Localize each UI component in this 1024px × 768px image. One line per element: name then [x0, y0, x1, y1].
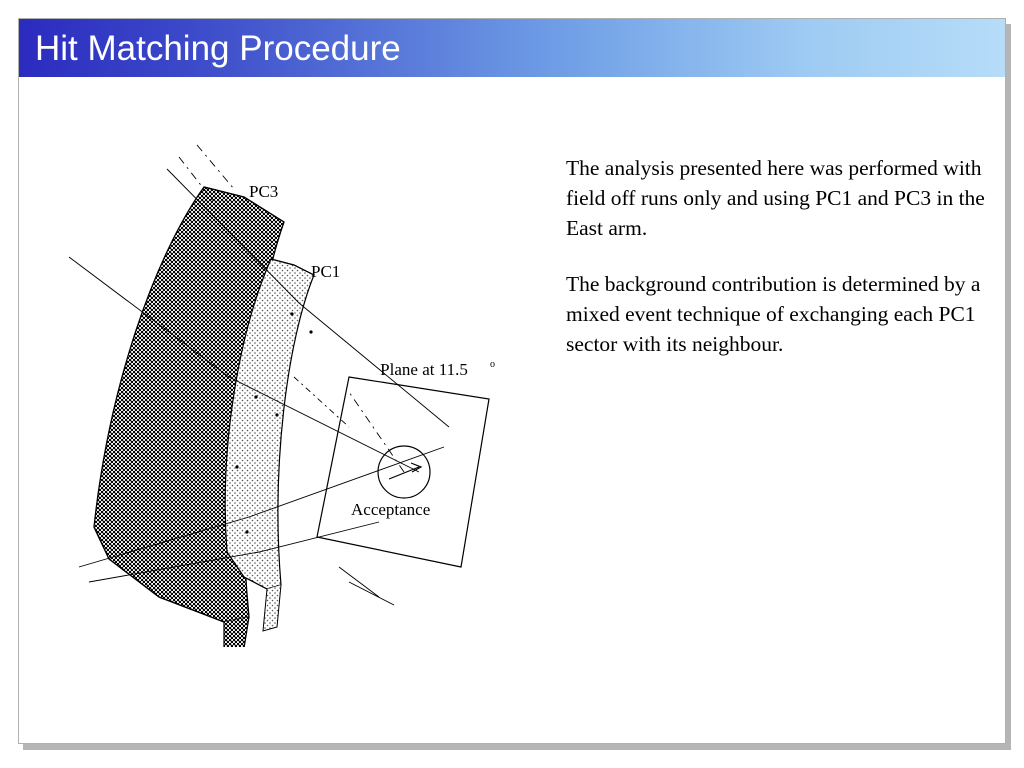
- slide: [18, 18, 1006, 744]
- page-title: Hit Matching Procedure: [35, 29, 401, 68]
- body-paragraph-1: The analysis presented here was performed with field off runs only and using PC1 and PC3 in the East arm.: [566, 156, 985, 240]
- figure-label-acceptance: Acceptance: [351, 500, 431, 519]
- slide-body-text: [566, 153, 986, 385]
- figure-label-plane: Plane at 11.5: [380, 360, 468, 379]
- acceptance-plane: [317, 377, 489, 567]
- slide-title-bar: [19, 19, 1005, 77]
- body-paragraph-2: The background contribution is determined by a mixed event technique of exchanging each PC1 sector with its neighbour.: [566, 272, 981, 356]
- figure-label-pc1: PC1: [311, 262, 341, 281]
- figure-label-pc3: PC3: [249, 182, 279, 201]
- figure-label-plane-degree: o: [490, 359, 495, 370]
- figure-pc1-pc3-acceptance: [49, 127, 559, 647]
